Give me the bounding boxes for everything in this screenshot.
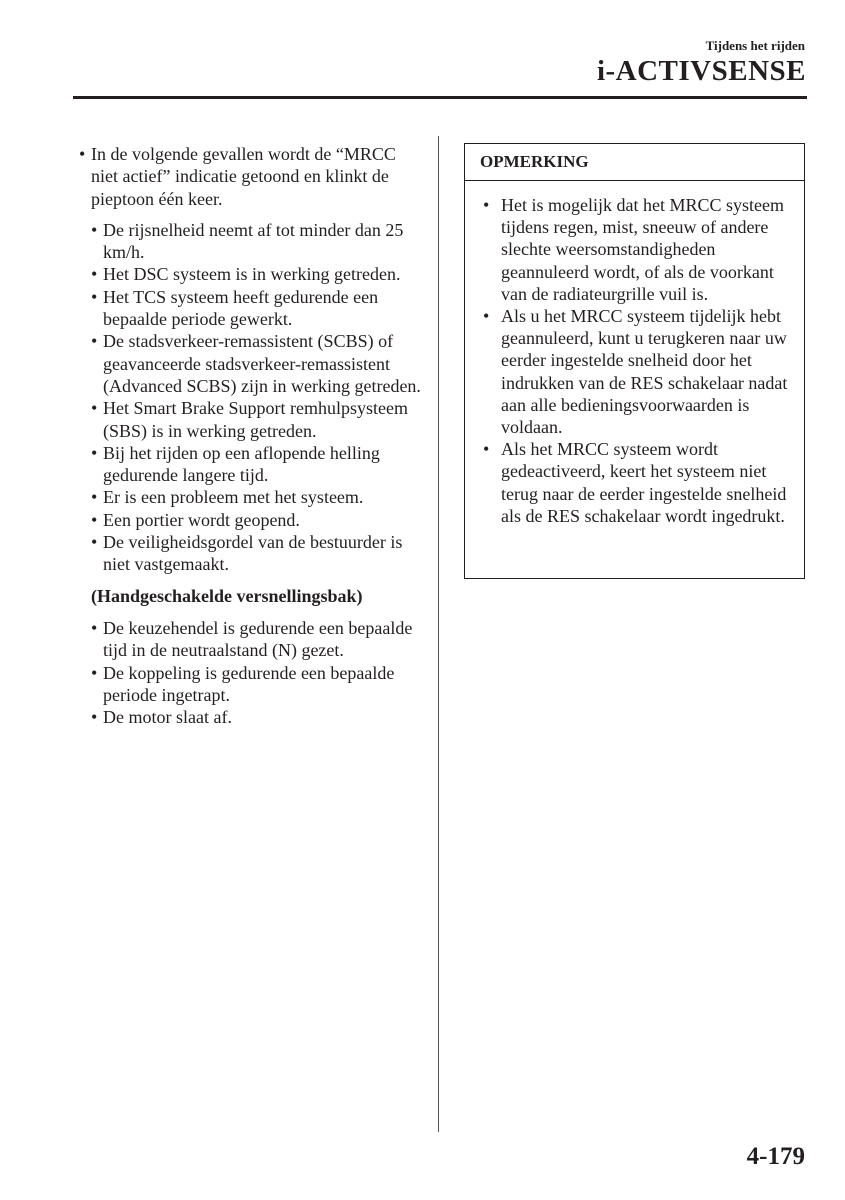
list-item [78,531,423,576]
bullet-icon: • [483,195,490,215]
list-item [78,486,423,508]
bullet-icon: • [91,331,98,352]
list-item-text: De rijsnelheid neemt af tot minder dan 25 km/h. [103,219,404,263]
list-item [78,330,423,397]
bullet-icon: • [91,398,98,419]
intro-bullet [78,143,423,210]
bullet-icon: • [483,306,490,327]
list-item-text: Het DSC systeem is in werking getreden. [103,264,401,285]
list-item [78,509,423,531]
list-item-text: Het TCS systeem heeft gedurende een bepaalde periode gewerkt. [103,286,379,330]
list-item [78,286,423,331]
bullet-icon: • [91,509,98,530]
note-item-text: Het is mogelijk dat het MRCC systeem tijdens regen, mist, sneeuw of andere slechte weersomstandigheden geannuleerd wordt, of als de voorkant van de radiateurgrille vuil is. [501,195,784,304]
list-item-text: Bij het rijden op een aflopende helling gedurende langere tijd. [103,442,380,486]
bullet-icon: • [91,264,98,285]
bullet-icon: • [91,442,98,463]
list-item-text: Er is een probleem met het systeem. [103,487,364,508]
note-title: OPMERKING [465,144,804,181]
list-item [78,617,423,662]
list-item-text: Het Smart Brake Support remhulpsysteem (SBS) is in werking getreden. [103,398,408,441]
bullet-icon: • [91,286,98,307]
note-list [465,181,804,527]
list-item-text: De veiligheidsgordel van de bestuurder is niet vastgemaakt. [103,532,403,575]
list-item [78,263,423,285]
section-label: Tijdens het rijden [705,38,805,53]
intro-list [78,143,423,210]
manual-transmission-heading: (Handgeschakelde versnellingsbak) [91,585,363,606]
note-box [464,143,805,579]
note-item [483,194,798,305]
list-item [78,442,423,487]
note-item [483,305,798,438]
bullet-icon: • [91,487,98,508]
manual-condition-list [78,617,423,728]
list-item [78,662,423,707]
header-rule [73,96,807,99]
list-item-text: De keuzehendel is gedurende een bepaalde tijd in de neutraalstand (N) gezet. [103,617,413,661]
note-item-text: Als het MRCC systeem wordt gedeactiveerd, keert het systeem niet terug naar de eerder ingestelde snelheid als de RES schakelaar wordt ingedrukt. [501,439,787,526]
page-number: 4-179 [746,1143,805,1170]
list-item-text: De motor slaat af. [103,707,232,728]
chapter-title: i-ACTIVSENSE [596,55,806,87]
bullet-icon: • [79,144,86,164]
list-item-text: Een portier wordt geopend. [103,509,300,530]
list-item-text: De stadsverkeer-remassistent (SCBS) of geavanceerde stadsverkeer-remassistent (Advanced SCBS) zijn in werking getreden. [103,331,421,396]
bullet-icon: • [91,219,98,240]
bullet-icon: • [91,662,98,683]
bullet-icon: • [91,532,98,553]
bullet-icon: • [91,617,98,638]
list-item [78,397,423,442]
column-divider [438,136,439,1132]
left-column [78,143,423,728]
bullet-icon: • [483,439,490,460]
list-item [78,706,423,728]
condition-list [78,219,423,576]
note-item [483,438,798,527]
note-item-text: Als u het MRCC systeem tijdelijk hebt geannuleerd, kunt u terugkeren naar uw eerder ingestelde snelheid door het indrukken van de RES schakelaar nadat aan alle bedieningsvoorwaarden is voldaan. [501,306,788,438]
list-item [78,219,423,264]
intro-text: In de volgende gevallen wordt de “MRCC niet actief” indicatie getoond en klinkt de pieptoon één keer. [91,144,396,209]
list-item-text: De koppeling is gedurende een bepaalde periode ingetrapt. [103,662,395,705]
bullet-icon: • [91,707,98,728]
